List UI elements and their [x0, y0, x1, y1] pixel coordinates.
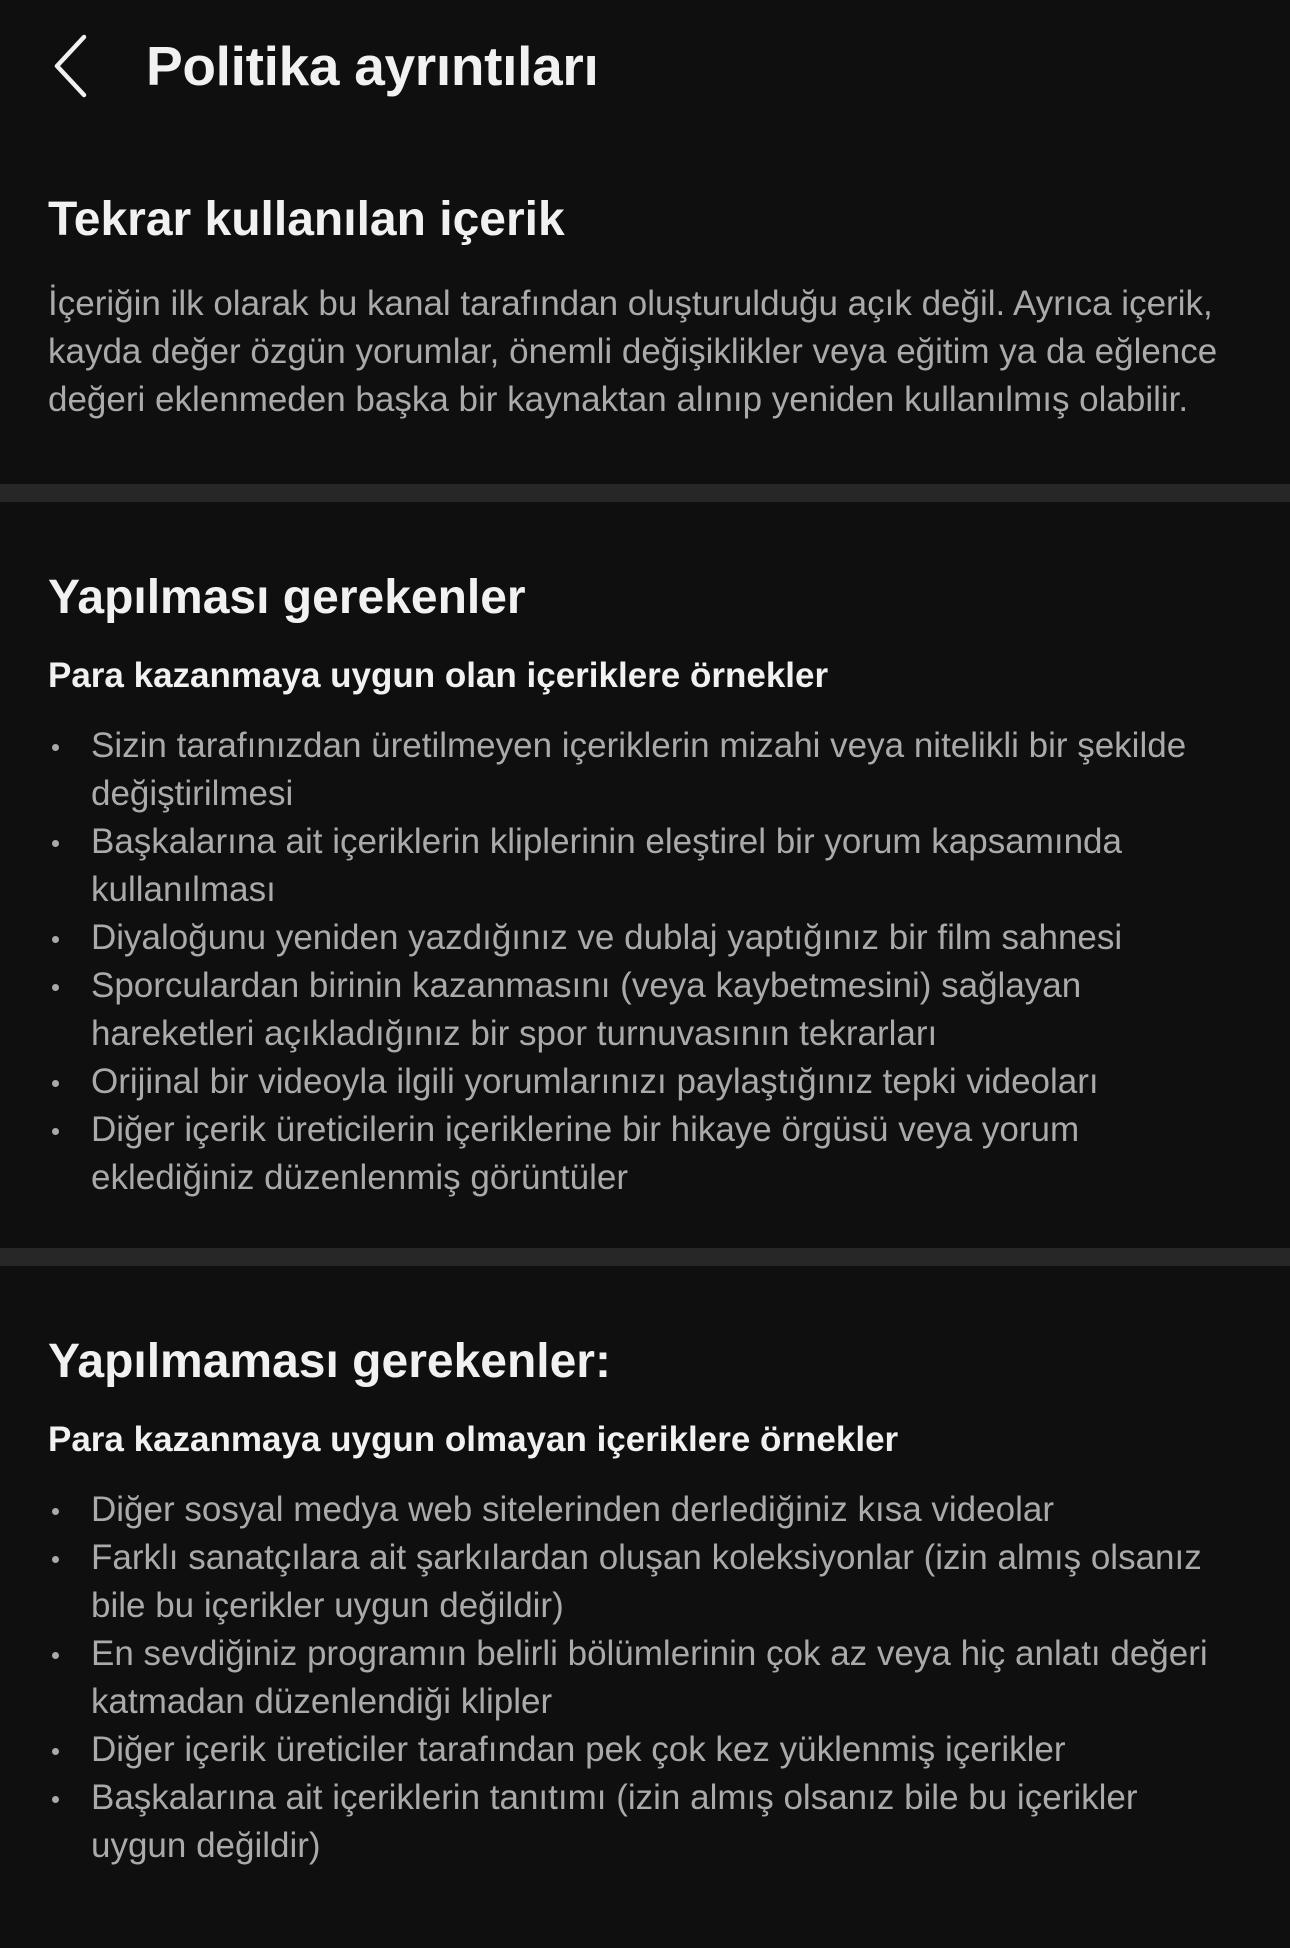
- list-item: Orijinal bir videoyla ilgili yorumlarınızı paylaştığınız tepki videoları: [48, 1058, 1242, 1106]
- list-item: Diğer sosyal medya web sitelerinden derlediğiniz kısa videolar: [48, 1486, 1242, 1534]
- section-title: Yapılması gerekenler: [48, 571, 526, 624]
- list-item: Diğer içerik üreticiler tarafından pek çok kez yüklenmiş içerikler: [48, 1726, 1242, 1774]
- section-subheading: Para kazanmaya uygun olmayan içeriklere örnekler: [48, 1420, 899, 1459]
- list-item: Sporculardan birinin kazanmasını (veya kaybetmesini) sağlayan hareketleri açıkladığınız bir spor turnuvasının tekrarları: [48, 962, 1242, 1058]
- list-item: Diğer içerik üreticilerin içeriklerine bir hikaye örgüsü veya yorum eklediğiniz düzenlenmiş görüntüler: [48, 1106, 1242, 1202]
- bullet-list: [48, 1486, 1242, 1870]
- dos-section: [0, 502, 1290, 1248]
- list-item: Sizin tarafınızdan üretilmeyen içeriklerin mizahi veya nitelikli bir şekilde değiştirilmesi: [48, 722, 1242, 818]
- donts-section: [0, 1266, 1290, 1870]
- back-button[interactable]: [40, 22, 100, 110]
- page-title: Politika ayrıntıları: [146, 35, 599, 97]
- section-title: Tekrar kullanılan içerik: [48, 193, 565, 246]
- list-item: Diyaloğunu yeniden yazdığınız ve dublaj yaptığınız bir film sahnesi: [48, 914, 1242, 962]
- list-item: Farklı sanatçılara ait şarkılardan oluşan koleksiyonlar (izin almış olsanız bile bu içerikler uygun değildir): [48, 1534, 1242, 1630]
- section-divider: [0, 1248, 1290, 1266]
- bullet-list: [48, 722, 1242, 1202]
- section-description: İçeriğin ilk olarak bu kanal tarafından oluşturulduğu açık değil. Ayrıca içerik, kayda değer özgün yorumlar, önemli değişiklikler veya eğitim ya da eğlence değeri eklenmeden başka bir kaynaktan alınıp yeniden kullanılmış olabilir.: [48, 284, 1218, 419]
- list-item: Başkalarına ait içeriklerin tanıtımı (izin almış olsanız bile bu içerikler uygun değildir): [48, 1774, 1242, 1870]
- reused-content-section: [0, 132, 1290, 484]
- app-header: [0, 0, 1290, 132]
- chevron-left-icon: [51, 33, 89, 99]
- section-subheading: Para kazanmaya uygun olan içeriklere örnekler: [48, 656, 829, 695]
- section-divider: [0, 484, 1290, 502]
- list-item: En sevdiğiniz programın belirli bölümlerinin çok az veya hiç anlatı değeri katmadan düzenlendiği klipler: [48, 1630, 1242, 1726]
- list-item: Başkalarına ait içeriklerin kliplerinin eleştirel bir yorum kapsamında kullanılması: [48, 818, 1242, 914]
- section-title: Yapılmaması gerekenler:: [48, 1335, 611, 1388]
